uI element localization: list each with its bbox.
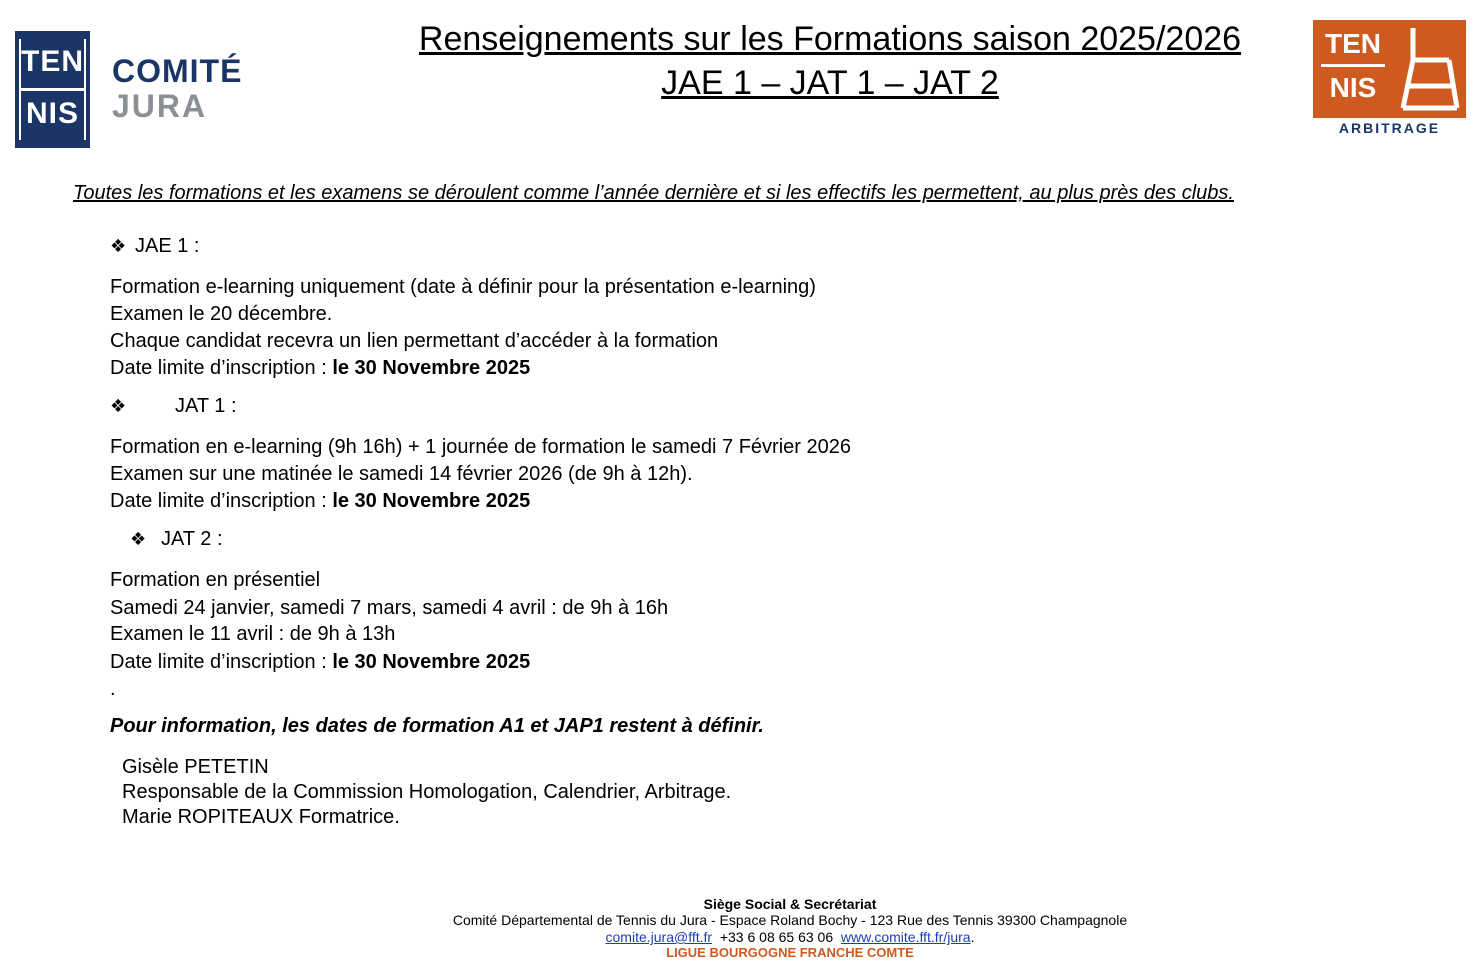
page-subtitle: JAE 1 – JAT 1 – JAT 2: [661, 64, 999, 102]
intro-text: Toutes les formations et les examens se déroulent comme l’année dernière et si les effectifs les permettent, au plus près des clubs.: [73, 182, 1234, 204]
page-title: Renseignements sur les Formations saison 2025/2026: [418, 20, 1242, 58]
jat2-deadline: [110, 651, 530, 674]
jae1-line: Chaque candidat recevra un lien permettant d’accéder à la formation: [110, 330, 719, 352]
deadline-value: le 30 Novembre 2025: [332, 357, 531, 379]
footer-ligue: LIGUE BOURGOGNE FRANCHE COMTE: [666, 945, 914, 960]
jat2-line: Examen le 11 avril : de 9h à 13h: [110, 623, 396, 645]
footer-trailing-dot: .: [970, 929, 975, 945]
footer-phone: +33 6 08 65 63 06: [712, 929, 841, 945]
deadline-label: Date limite d’inscription :: [110, 651, 333, 673]
logo-text-comite: COMITÉ: [112, 53, 243, 89]
deadline-value: le 30 Novembre 2025: [332, 651, 531, 673]
jae1-deadline: [110, 357, 530, 380]
info-note: Pour information, les dates de formation A1 et JAP1 restent à définir.: [110, 715, 764, 737]
comite-jura-logo: [15, 31, 265, 148]
logo-text-jura: JURA: [112, 88, 208, 124]
jat1-deadline: [110, 490, 530, 513]
bullet-icon: ❖: [130, 529, 147, 549]
section-heading-jat2: JAT 2 :: [161, 528, 223, 550]
fft-logo-text-ten: TEN: [1325, 28, 1381, 59]
footer-website-link[interactable]: www.comite.fft.fr/jura: [840, 929, 971, 945]
section-heading-jat1: JAT 1 :: [175, 395, 237, 417]
jat2-line: Samedi 24 janvier, samedi 7 mars, samedi 4 avril : de 9h à 16h: [110, 597, 669, 619]
signature-role: Responsable de la Commission Homologation, Calendrier, Arbitrage.: [122, 781, 732, 803]
jae1-line: Examen le 20 décembre.: [110, 303, 333, 325]
footer-heading: Siège Social & Secrétariat: [703, 896, 877, 912]
section-heading-jae1: JAE 1 :: [135, 235, 200, 257]
bullet-icon: ❖: [110, 396, 127, 416]
footer-contact: [300, 929, 1280, 945]
deadline-label: Date limite d’inscription :: [110, 490, 333, 512]
jat1-line: Formation en e-learning (9h 16h) + 1 journée de formation le samedi 7 Février 2026: [110, 436, 851, 458]
signature-trainer: Marie ROPITEAUX Formatrice.: [122, 806, 400, 828]
tennis-logo-box: [15, 31, 90, 148]
logo-text-arbitrage: ARBITRAGE: [1338, 120, 1441, 136]
fft-logo-text-nis: NIS: [1329, 72, 1377, 103]
trailing-dot: .: [110, 678, 116, 700]
deadline-label: Date limite d’inscription :: [110, 357, 333, 379]
umpire-chair-icon: [1393, 20, 1466, 118]
footer-email-link[interactable]: comite.jura@fft.fr: [605, 929, 713, 945]
jat2-line: Formation en présentiel: [110, 569, 321, 591]
logo-text-ten: TEN: [21, 45, 84, 78]
deadline-value: le 30 Novembre 2025: [332, 490, 531, 512]
logo-text-nis: NIS: [25, 97, 79, 130]
jat1-line: Examen sur une matinée le samedi 14 février 2026 (de 9h à 12h).: [110, 463, 693, 485]
signature-name: Gisèle PETETIN: [122, 756, 269, 778]
bullet-icon: ❖: [110, 236, 127, 256]
footer-address: Comité Départemental de Tennis du Jura - Espace Roland Bochy - 123 Rue des Tennis 39300 Champagnole: [452, 912, 1128, 928]
jae1-line: Formation e-learning uniquement (date à définir pour la présentation e-learning): [110, 276, 816, 298]
